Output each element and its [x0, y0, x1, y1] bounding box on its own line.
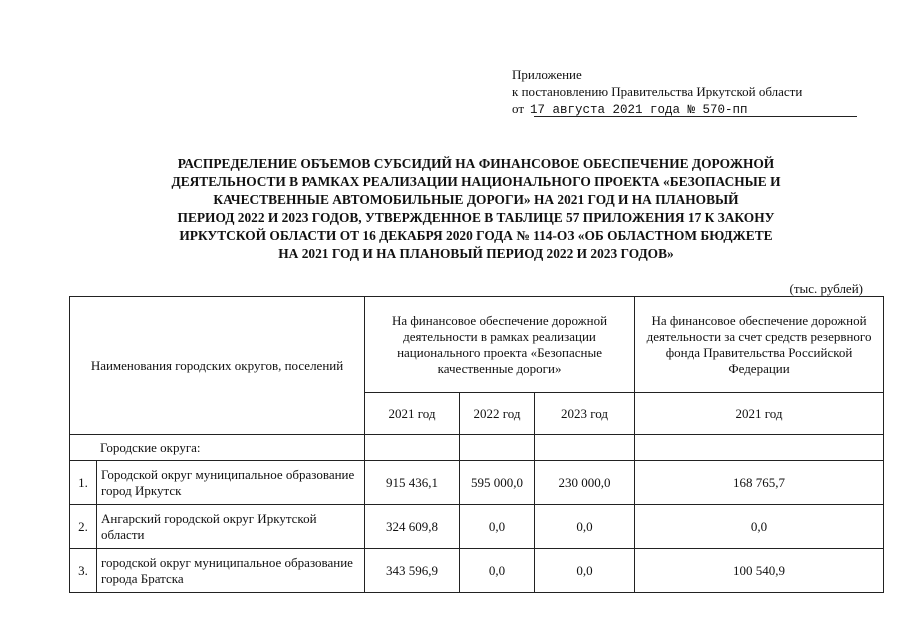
header-row — [70, 297, 884, 393]
value-2021: 915 436,1 — [365, 461, 460, 505]
row-name: городской округ муниципальное образование города Братска — [97, 549, 365, 593]
table-row — [70, 461, 884, 505]
row-number: 1. — [70, 461, 97, 505]
value-reserve-2021: 0,0 — [635, 505, 884, 549]
value-2022: 0,0 — [460, 549, 535, 593]
header-year: 2022 год — [460, 393, 535, 435]
appendix-resolution: к постановлению Правительства Иркутской области — [512, 84, 803, 99]
value-2023: 0,0 — [535, 549, 635, 593]
row-name: Городской округ муниципальное образование город Иркутск — [97, 461, 365, 505]
value-reserve-2021: 100 540,9 — [635, 549, 884, 593]
subsidy-table — [69, 296, 884, 593]
appendix-block — [512, 66, 862, 119]
row-number: 3. — [70, 549, 97, 593]
table-row — [70, 505, 884, 549]
appendix-date-line — [512, 100, 862, 119]
empty-cell — [365, 435, 460, 461]
header-year: 2021 год — [635, 393, 884, 435]
value-reserve-2021: 168 765,7 — [635, 461, 884, 505]
title-line: НА 2021 ГОД И НА ПЛАНОВЫЙ ПЕРИОД 2022 И 2023 ГОДОВ» — [278, 246, 674, 261]
table-row — [70, 549, 884, 593]
header-year: 2021 год — [365, 393, 460, 435]
date-underline — [534, 116, 857, 117]
value-2022: 0,0 — [460, 505, 535, 549]
header-national-project: На финансовое обеспечение дорожной деятельности в рамках реализации национального проекта «Безопасные качественные дороги» — [365, 297, 635, 393]
value-2023: 230 000,0 — [535, 461, 635, 505]
value-2022: 595 000,0 — [460, 461, 535, 505]
row-number: 2. — [70, 505, 97, 549]
units-label: (тыс. рублей) — [789, 281, 863, 296]
value-2023: 0,0 — [535, 505, 635, 549]
value-2021: 324 609,8 — [365, 505, 460, 549]
document-title — [120, 155, 832, 263]
title-line: ДЕЯТЕЛЬНОСТИ В РАМКАХ РЕАЛИЗАЦИИ НАЦИОНАЛЬНОГО ПРОЕКТА «БЕЗОПАСНЫЕ И — [171, 174, 781, 189]
title-line: РАСПРЕДЕЛЕНИЕ ОБЪЕМОВ СУБСИДИЙ НА ФИНАНСОВОЕ ОБЕСПЕЧЕНИЕ ДОРОЖНОЙ — [177, 156, 775, 171]
row-name: Ангарский городской округ Иркутской области — [97, 505, 365, 549]
empty-cell — [635, 435, 884, 461]
header-year: 2023 год — [535, 393, 635, 435]
empty-cell — [460, 435, 535, 461]
value-2021: 343 596,9 — [365, 549, 460, 593]
appendix-from-label: от — [512, 101, 525, 116]
section-label: Городские округа: — [70, 435, 365, 461]
title-line: ПЕРИОД 2022 И 2023 ГОДОВ, УТВЕРЖДЕННОЕ В ТАБЛИЦЕ 57 ПРИЛОЖЕНИЯ 17 К ЗАКОНУ — [177, 210, 775, 225]
empty-cell — [535, 435, 635, 461]
title-line: КАЧЕСТВЕННЫЕ АВТОМОБИЛЬНЫЕ ДОРОГИ» НА 2021 ГОД И НА ПЛАНОВЫЙ — [213, 192, 739, 207]
title-line: ИРКУТСКОЙ ОБЛАСТИ ОТ 16 ДЕКАБРЯ 2020 ГОДА № 114-ОЗ «ОБ ОБЛАСТНОМ БЮДЖЕТЕ — [179, 228, 773, 243]
header-reserve-fund: На финансовое обеспечение дорожной деятельности за счет средств резервного фонда Правительства Российской Федерации — [635, 297, 884, 393]
appendix-date: 17 августа 2021 года № 570-пп — [530, 103, 748, 117]
section-row — [70, 435, 884, 461]
header-name-column: Наименования городских округов, поселений — [70, 297, 365, 435]
appendix-title: Приложение — [512, 67, 582, 82]
